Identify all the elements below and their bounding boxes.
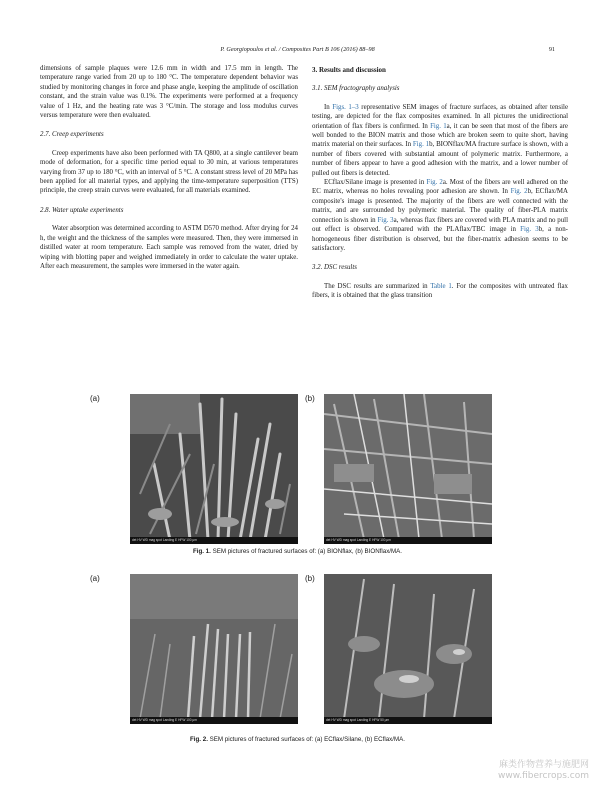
- text: a, it can be seen that most of the fibers are well bonded to the BION matrix and those which are broken seem to quite short, having matrix material on their surfaces. In: [312, 122, 568, 149]
- text: a. Most of the fibers are well adhered on the EC matrix, whereas no holes revealing poor adhesion are shown. In: [312, 179, 568, 196]
- sem-texture-fibers: [130, 394, 298, 544]
- page-number: 91: [548, 46, 555, 53]
- sem-databar: det HV WD mag spot Landing E HFW 100 μm: [130, 537, 298, 544]
- figure-2-caption: [40, 736, 555, 743]
- text: The DSC results are summarized in: [324, 282, 431, 290]
- sem-databar: det HV WD mag spot Landing E HFW 100 μm: [324, 537, 492, 544]
- figure-link[interactable]: Figs. 1–3: [332, 103, 359, 111]
- section-heading-dsc: 3.2. DSC results: [312, 264, 357, 272]
- watermark-line-2: www.fibercrops.com: [498, 771, 589, 781]
- text: representative SEM images of fracture surfaces, as obtained after tensile testing, are depicted for the flax composites examined. In all pictures the unidirectional orientation of flax fibers is confirmed. In: [312, 103, 569, 130]
- section-heading-sem: 3.1. SEM fractography analysis: [312, 85, 400, 93]
- panel-label-a: (a): [90, 394, 100, 403]
- paragraph-sem-1: [312, 103, 568, 178]
- text: In: [324, 103, 333, 111]
- watermark-line-1: 麻类作物营养与施肥网: [498, 760, 589, 770]
- text: ECflax/Silane image is presented in: [324, 179, 427, 187]
- sem-texture-fibers: [324, 394, 492, 544]
- figure-link[interactable]: Fig. 3: [377, 216, 394, 224]
- figure-link[interactable]: Fig. 1: [430, 122, 447, 130]
- figure-link[interactable]: Fig. 2: [510, 188, 528, 196]
- section-heading-creep: 2.7. Creep experiments: [40, 131, 104, 139]
- figure-link[interactable]: Fig. 2: [426, 179, 443, 187]
- panel-label-b: (b): [305, 574, 315, 583]
- sem-image-ecflax-ma: [324, 574, 492, 724]
- figure-1-row: [90, 394, 510, 554]
- running-title: P. Georgiopoulos et al. / Composites Part B 106 (2016) 88–98: [220, 46, 375, 53]
- caption-figure-number: Fig. 1.: [192, 548, 211, 555]
- sem-databar: det HV WD mag spot Landing E HFW 100 μm: [130, 717, 298, 724]
- figure-1: [90, 394, 510, 554]
- text: b, BIONflax/MA fracture surface is shown, with a number of fibers covered with substantial amount of polymeric matrix. Furthermore, a number of fibers appear to have a good adhesion with the matrix, and a lower number of pulled out fibers is detected.: [312, 141, 568, 177]
- panel-label-b: (b): [305, 394, 315, 403]
- section-heading-water-uptake: 2.8. Water uptake experiments: [40, 206, 124, 214]
- figure-link[interactable]: Fig. 1: [412, 141, 430, 149]
- text: b, ECflax/MA composite's image is presented. The majority of the fibers are well connected with the matrix, and are surrounded by polymeric material. The quality of fiber-PLA matrix connection is shown in: [312, 188, 568, 224]
- sem-texture-fibers: [324, 574, 492, 724]
- table-link[interactable]: Table 1: [430, 282, 452, 290]
- caption-text: SEM pictures of fractured surfaces of: (a) BIONflax, (b) BIONflax/MA.: [210, 548, 403, 555]
- paragraph-dsc: [312, 282, 568, 301]
- text: b, a non-homogeneous fiber distribution is observed, but the fiber-matrix adhesion seems to be satisfactory.: [312, 226, 568, 252]
- figure-1-caption: [40, 548, 555, 555]
- sem-image-bionflax: [130, 394, 298, 544]
- figure-link[interactable]: Fig. 3: [520, 226, 539, 234]
- paragraph-water-uptake: Water absorption was determined according to ASTM D570 method. After drying for 24 h, the weight and the thickness of the samples were measured. Then, they were immersed in distilled water at room temperature. Each sample was removed from the water, dried by wiping with blotting paper and weighed immediately in order to calculate the water uptake. After each measurement, the samples were immersed in the water again.: [40, 225, 298, 270]
- paragraph-sem-2: [312, 178, 568, 253]
- panel-label-a: (a): [90, 574, 100, 583]
- sem-image-ecflax-silane: [130, 574, 298, 724]
- running-header: [40, 46, 555, 58]
- paragraph-creep: Creep experiments have also been performed with TA Q800, at a single cantilever beam mode of deformation, for a specific time period equal to 30 min, at various temperatures varying from 37 up to 180 °C, with an interval of 5 °C. A constant stress level of 20 MPa has been applied for all material types, and applying the time-temperature superposition (TTS) principle, the creep strain curves were evaluated, for all materials examined.: [40, 149, 298, 195]
- watermark: [498, 760, 589, 782]
- text: a, whereas flax fibers are covered with PLA matrix and no pull out effect is observed. Compared with the PLAflax/TBC image in: [312, 216, 569, 234]
- caption-figure-number: Fig. 2.: [190, 736, 208, 743]
- left-column: [40, 64, 298, 271]
- sem-image-bionflax-ma: [324, 394, 492, 544]
- paragraph-dma-continued: dimensions of sample plaques were 12.6 mm in width and 17.5 mm in length. The temperature range varied from 20 up to 180 °C. The temperature dependent behavior was studied by monitoring changes in force and phase angle, keeping the amplitude of oscillation constant, and the strain value was 0.1%. The experiments were performed at a frequency value of 1 Hz, and the heating rate was 3 °C/min. The storage and loss modulus curves versus temperature were then evaluated.: [40, 65, 298, 120]
- sem-texture-fibers: [130, 574, 298, 724]
- figure-2-row: [90, 574, 510, 734]
- text: . For the composites with untreated flax fibers, it is obtained that the glass transition: [312, 282, 568, 300]
- figure-2: [90, 574, 510, 734]
- section-heading-results: 3. Results and discussion: [312, 66, 386, 74]
- caption-text: SEM pictures of fractured surfaces of: (a) ECflax/Silane, (b) ECflax/MA.: [207, 736, 405, 743]
- right-column: [312, 64, 568, 301]
- sem-databar: det HV WD mag spot Landing E HFW 50 μm: [324, 717, 492, 724]
